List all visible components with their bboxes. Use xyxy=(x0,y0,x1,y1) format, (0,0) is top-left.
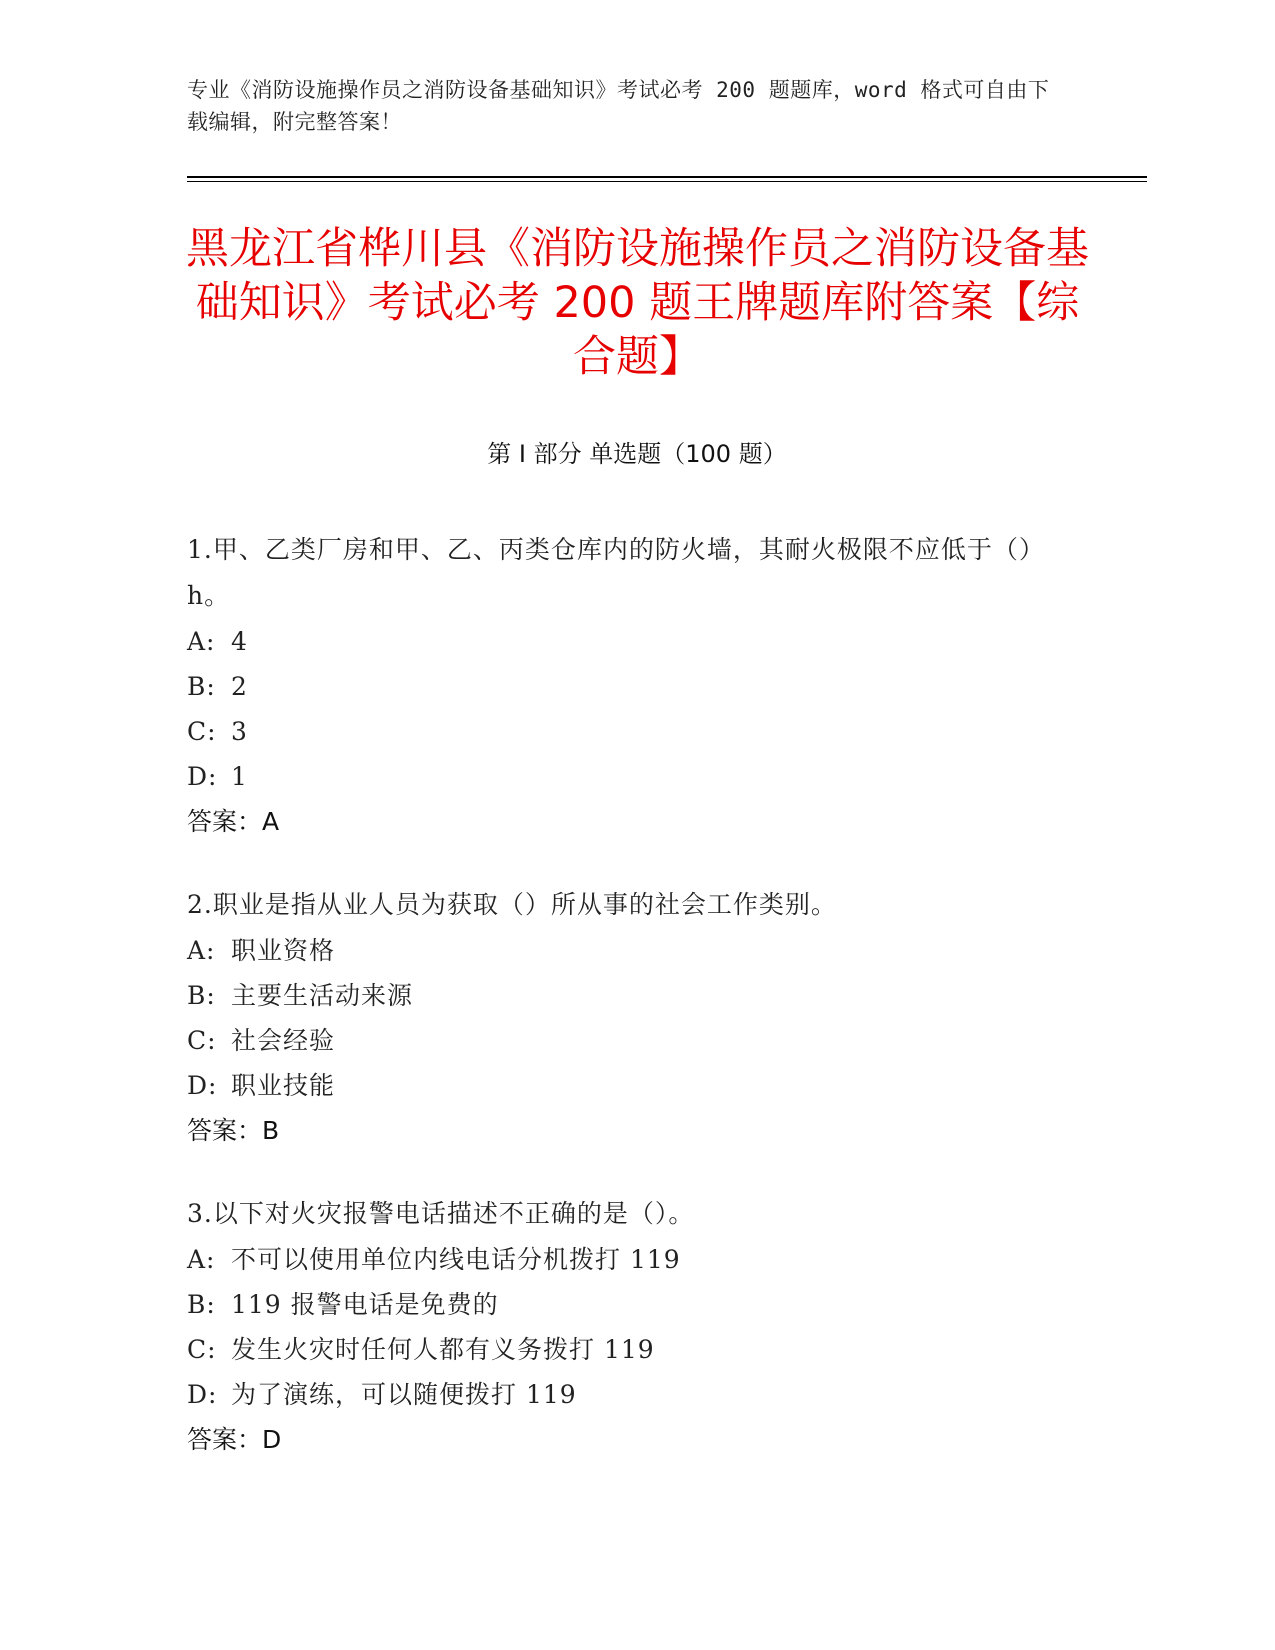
answer: 答案：D xyxy=(187,1425,282,1454)
option-a xyxy=(187,619,1067,664)
option-b xyxy=(187,1282,1067,1327)
option-text: 4 xyxy=(231,627,248,656)
option-text: 社会经验 xyxy=(231,1026,336,1055)
option-text: 119 报警电话是免费的 xyxy=(231,1290,499,1319)
option-text: 主要生活动来源 xyxy=(231,981,414,1010)
option-key: C: xyxy=(187,1026,217,1055)
option-key: B: xyxy=(187,981,216,1010)
option-a xyxy=(187,1237,1067,1282)
header-divider-thin xyxy=(187,181,1147,182)
option-c xyxy=(187,1327,1067,1372)
option-text: 2 xyxy=(231,672,248,701)
option-b xyxy=(187,664,1067,709)
document-title: 黑龙江省桦川县《消防设施操作员之消防设备基础知识》考试必考 200 题王牌题库附答案【综合题】 xyxy=(186,224,1089,382)
option-b xyxy=(187,973,1067,1018)
section-heading: 第 I 部分 单选题（100 题） xyxy=(487,440,787,468)
option-d xyxy=(187,754,1067,799)
option-text: 发生火灾时任何人都有义务拨打 119 xyxy=(231,1335,655,1364)
option-key: D: xyxy=(187,762,218,791)
option-c xyxy=(187,1018,1067,1063)
question-1 xyxy=(187,527,1067,844)
question-2 xyxy=(187,882,1067,1153)
option-key: D: xyxy=(187,1071,218,1100)
option-text: 1 xyxy=(231,762,248,791)
header-note: 专业《消防设施操作员之消防设备基础知识》考试必考 200 题题库，word 格式可自由下载编辑，附完整答案！ xyxy=(187,78,1050,134)
option-text: 3 xyxy=(231,717,248,746)
option-text: 不可以使用单位内线电话分机拨打 119 xyxy=(231,1245,681,1274)
option-key: D: xyxy=(187,1380,218,1409)
option-a xyxy=(187,928,1067,973)
option-key: A: xyxy=(187,1245,216,1274)
option-key: C: xyxy=(187,1335,217,1364)
option-text: 职业资格 xyxy=(231,936,336,965)
option-key: A: xyxy=(187,936,216,965)
option-d xyxy=(187,1063,1067,1108)
question-3 xyxy=(187,1191,1067,1462)
option-key: B: xyxy=(187,1290,216,1319)
header-divider-thick xyxy=(187,176,1147,178)
answer: 答案：B xyxy=(187,1116,280,1145)
question-stem: 1.甲、乙类厂房和甲、乙、丙类仓库内的防火墙，其耐火极限不应低于（）h。 xyxy=(187,535,1045,610)
option-key: A: xyxy=(187,627,216,656)
question-stem: 3.以下对火灾报警电话描述不正确的是（）。 xyxy=(187,1199,695,1228)
option-key: C: xyxy=(187,717,217,746)
question-list xyxy=(187,527,1067,1500)
option-text: 为了演练，可以随便拨打 119 xyxy=(231,1380,577,1409)
question-stem: 2.职业是指从业人员为获取（）所从事的社会工作类别。 xyxy=(187,890,837,919)
answer: 答案：A xyxy=(187,807,280,836)
option-key: B: xyxy=(187,672,216,701)
option-c xyxy=(187,709,1067,754)
option-text: 职业技能 xyxy=(231,1071,336,1100)
option-d xyxy=(187,1372,1067,1417)
